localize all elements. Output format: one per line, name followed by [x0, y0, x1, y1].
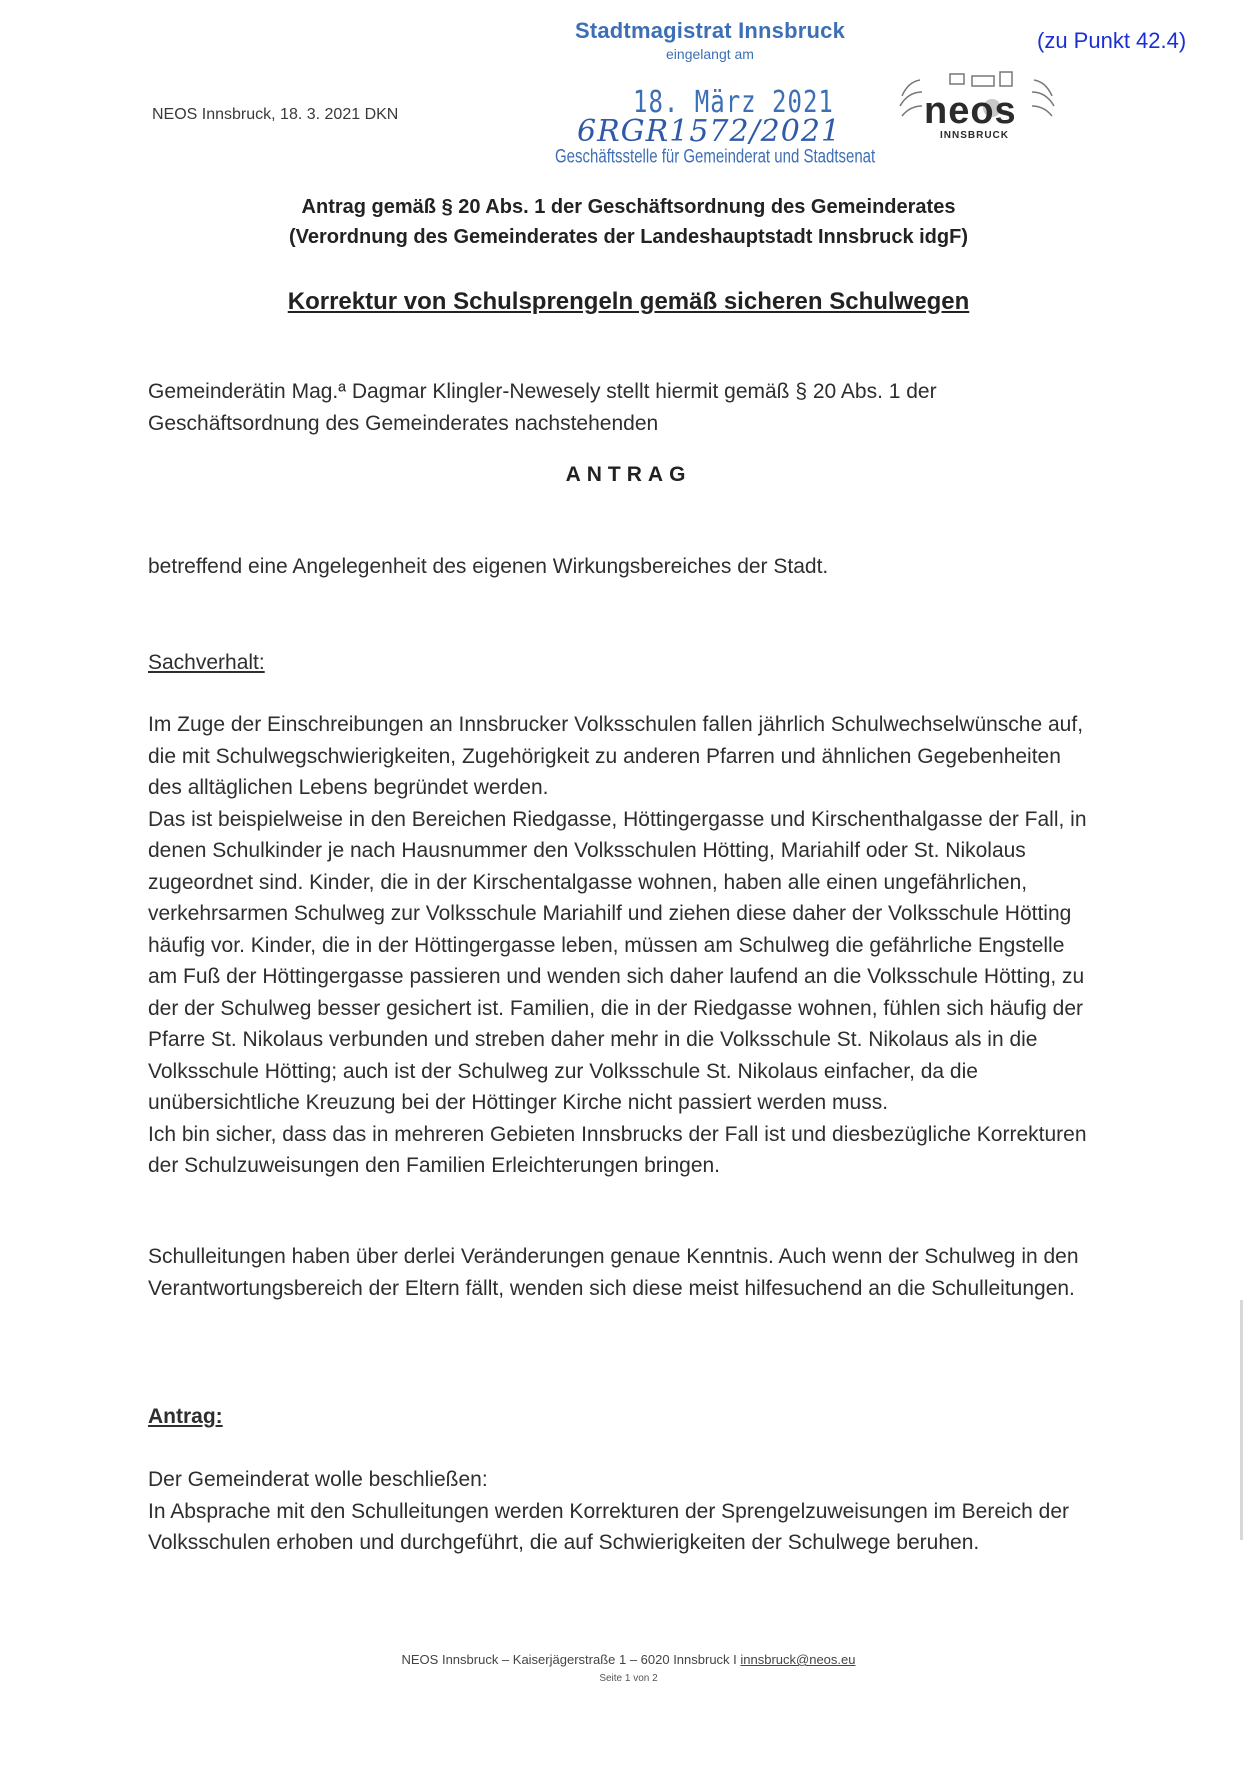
- scan-edge-mark: [1240, 1300, 1243, 1540]
- antrag-intro-line: Der Gemeinderat wolle beschließen:: [148, 1468, 488, 1491]
- legal-basis-heading: [0, 192, 1257, 252]
- reference-note: (zu Punkt 42.4): [1037, 28, 1187, 53]
- document-title: Korrektur von Schulsprengeln gemäß sicheren Schulwegen: [287, 288, 970, 315]
- stamp-authority: Stadtmagistrat Innsbruck: [574, 18, 846, 43]
- stamp-office: Geschäftsstelle für Gemeinderat und Stadtsenat: [555, 145, 876, 168]
- logo-sub-text: INNSBRUCK: [940, 130, 1009, 141]
- sachverhalt-paragraph-3: Ich bin sicher, dass das in mehreren Gebieten Innsbrucks der Fall ist und diesbezügliche Korrekturen der Schulzuweisungen den Familien Erleichterungen bringen.: [148, 1122, 1087, 1177]
- antrag-text: [148, 1464, 1098, 1559]
- logo-brand-text: neos: [924, 90, 1017, 132]
- stamp-date: 18. März 2021: [633, 84, 834, 120]
- page-footer: [0, 1652, 1257, 1667]
- sender-date-line: NEOS Innsbruck, 18. 3. 2021 DKN: [152, 106, 399, 123]
- sachverhalt-label: Sachverhalt:: [148, 651, 265, 674]
- footer-email-link[interactable]: innsbruck@neos.eu: [740, 1652, 856, 1667]
- sachverhalt-paragraph-2: Das ist beispielweise in den Bereichen Riedgasse, Höttingergasse und Kirschenthalgasse der Fall, in denen Schulkinder je nach Hausnummer den Volksschulen Hötting, Mariahilf oder St. Nikolaus zugeordnet sind. Kinder, die in der Kirschentalgasse wohnen, haben alle einen ungefährlichen, verkehrsarmen Schulweg zur Volksschule Mariahilf und ziehen diese daher der Volksschule Hötting häufig vor. Kinder, die in der Höttingergasse leben, müssen am Schulweg die gefährliche Engstelle am Fuß der Höttingergasse passieren und wenden sich daher laufend an die Volksschule Hötting, zu der der Schulweg besser gesichert ist. Familien, die in der Riedgasse wohnen, fühlen sich häufig der Pfarre St. Nikolaus verbunden und streben daher mehr in die Volksschule St. Nikolaus als in die Volksschule Hötting; auch ist der Schulweg zur Volksschule St. Nikolaus einfacher, da die unübersichtliche Kreuzung bei der Höttinger Kirche nicht passiert werden muss.: [148, 807, 1087, 1114]
- neos-logo: [892, 66, 1062, 146]
- footer-address: NEOS Innsbruck – Kaiserjägerstraße 1 – 6020 Innsbruck I: [401, 1652, 741, 1667]
- subject-line: betreffend eine Angelegenheit des eigenen Wirkungsbereiches der Stadt.: [148, 555, 829, 578]
- stamp-file-number: 6RGR1572/2021: [577, 114, 842, 149]
- page-number: Seite 1 von 2: [599, 1673, 658, 1684]
- heading-line-1: Antrag gemäß § 20 Abs. 1 der Geschäftsordnung des Gemeinderates: [301, 196, 956, 218]
- sachverhalt-text: [148, 709, 1098, 1182]
- sachverhalt-paragraph-4: Schulleitungen haben über derlei Veränderungen genaue Kenntnis. Auch wenn der Schulweg in den Verantwortungsbereich der Eltern fällt, wenden sich diese meist hilfesuchend an die Schulleitungen.: [148, 1245, 1079, 1300]
- antrag-label: Antrag:: [148, 1405, 223, 1428]
- sachverhalt-paragraph-1: Im Zuge der Einschreibungen an Innsbrucker Volksschulen fallen jährlich Schulwechselwünsche auf, die mit Schulwegschwierigkeiten, Zugehörigkeit zu anderen Pfarren und ähnlichen Gegebenheiten des alltäglichen Lebens begründet werden.: [148, 713, 1084, 799]
- stamp-received-label: eingelangt am: [666, 46, 754, 62]
- antrag-resolution: In Absprache mit den Schulleitungen werden Korrekturen der Sprengelzuweisungen im Bereich der Volksschulen erhoben und durchgeführt, die auf Schwierigkeiten der Schulwege beruhen.: [148, 1499, 1070, 1554]
- antrag-heading: ANTRAG: [565, 463, 692, 486]
- receipt-stamp: [545, 18, 875, 168]
- heading-line-2: (Verordnung des Gemeinderates der Landeshauptstadt Innsbruck idgF): [288, 226, 968, 248]
- intro-paragraph: Gemeinderätin Mag.ª Dagmar Klingler-Newesely stellt hiermit gemäß § 20 Abs. 1 der Geschäftsordnung des Gemeinderates nachstehenden: [148, 380, 937, 435]
